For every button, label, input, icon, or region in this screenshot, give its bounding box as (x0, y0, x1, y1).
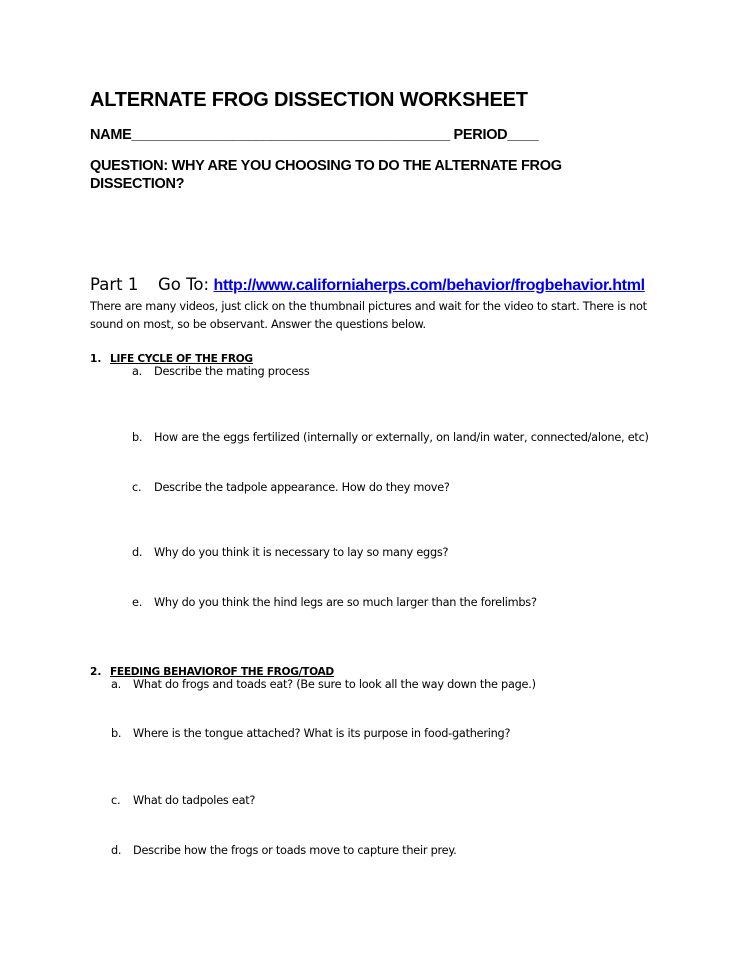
question-1a (132, 365, 309, 378)
frog-behavior-link[interactable]: http://www.californiaherps.com/behavior/frogbehavior.html (213, 277, 645, 294)
question-2d (111, 844, 457, 857)
question-letter: e. (132, 596, 143, 609)
question-line-2: DISSECTION? (90, 176, 185, 192)
question-line-1: QUESTION: WHY ARE YOU CHOOSING TO DO THE ALTERNATE FROG (90, 158, 562, 174)
worksheet-title: ALTERNATE FROG DISSECTION WORKSHEET (90, 89, 528, 111)
section-title: FEEDING BEHAVIOROF THE FROG/TOAD (110, 666, 334, 678)
question-letter: a. (111, 678, 122, 691)
question-letter: b. (132, 431, 143, 444)
question-2c (111, 794, 255, 807)
intro-text-line-2: sound on most, so be observant. Answer the questions below. (90, 318, 426, 331)
part-1-label: Part 1 (90, 275, 139, 294)
question-text: Describe how the frogs or toads move to capture their prey. (133, 844, 457, 857)
question-2b (111, 727, 510, 740)
question-text: Why do you think the hind legs are so much larger than the forelimbs? (154, 596, 537, 609)
question-text: Why do you think it is necessary to lay so many eggs? (154, 546, 449, 559)
section-title: LIFE CYCLE OF THE FROG (110, 353, 253, 365)
question-letter: b. (111, 727, 122, 740)
question-text: What do frogs and toads eat? (Be sure to look all the way down the page.) (133, 678, 536, 691)
question-text: How are the eggs fertilized (internally or externally, on land/in water, connected/alone, etc) (154, 431, 649, 444)
goto-label: Go To: (158, 275, 210, 294)
question-letter: d. (111, 844, 122, 857)
question-2a (111, 678, 536, 691)
question-text: Describe the mating process (154, 365, 310, 378)
question-1b (132, 431, 649, 444)
section-number: 2. (90, 666, 102, 678)
name-period-line: NAME_________________________________________ PERIOD____ (90, 127, 539, 143)
question-text: Describe the tadpole appearance. How do they move? (154, 481, 450, 494)
section-number: 1. (90, 353, 102, 365)
question-1c (132, 481, 450, 494)
intro-text-line-1: There are many videos, just click on the thumbnail pictures and wait for the video to start. There is not (90, 300, 647, 313)
question-text: Where is the tongue attached? What is its purpose in food-gathering? (133, 727, 511, 740)
question-letter: d. (132, 546, 143, 559)
question-1d (132, 546, 448, 559)
question-letter: c. (132, 481, 142, 494)
part-1-header (90, 275, 645, 295)
question-letter: c. (111, 794, 121, 807)
question-1e (132, 596, 537, 609)
question-text: What do tadpoles eat? (133, 794, 256, 807)
question-letter: a. (132, 365, 143, 378)
